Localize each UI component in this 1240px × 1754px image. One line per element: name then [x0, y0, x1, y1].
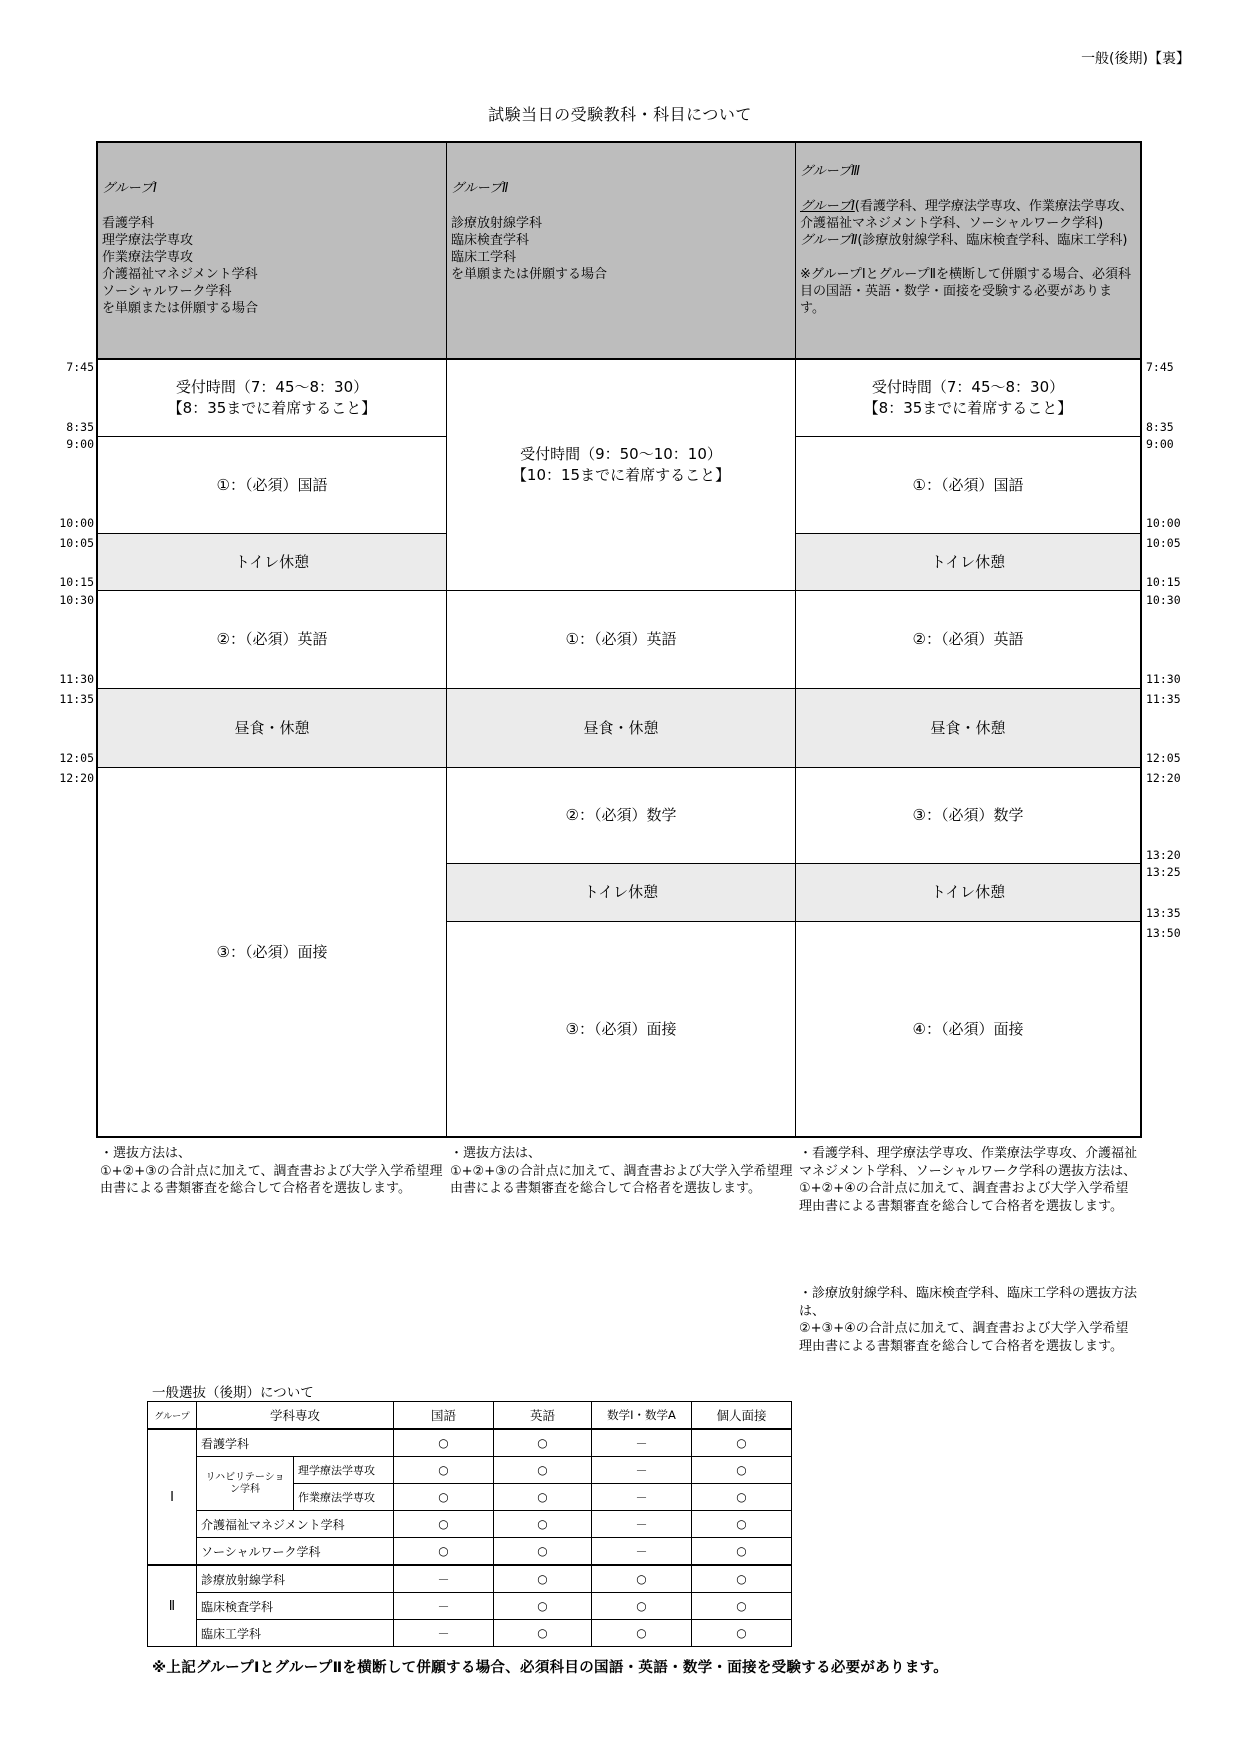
mark-cell: ○: [692, 1484, 792, 1511]
mark-cell: ○: [592, 1593, 692, 1620]
g2-break-cell: [447, 864, 795, 921]
summary-caption: 一般選抜（後期）について: [152, 1385, 314, 1401]
mark-cell: －: [394, 1565, 494, 1593]
page-title: 試験当日の受験教科・科目について: [488, 105, 752, 124]
g2-subject1: ①：（必須）英語: [565, 630, 677, 648]
table-row: [148, 1593, 792, 1620]
time-label: 11:30: [59, 672, 94, 686]
summary-header-row: [148, 1402, 792, 1430]
dept-name: ソーシャルワーク学科: [197, 1538, 394, 1566]
table-row: [148, 1538, 792, 1566]
time-label: 13:20: [1146, 848, 1181, 862]
page-corner-label: 一般(後期)【裏】: [1081, 51, 1190, 67]
g1-reception-cell: [98, 360, 446, 436]
mark-cell: ○: [394, 1538, 494, 1566]
g3-subject2-cell: [796, 591, 1140, 688]
group1-description: 看護学科 理学療法学専攻 作業療法学専攻 介護福祉マネジメント学科 ソーシャルワーク学科 を単願または併願する場合: [102, 216, 259, 316]
g3-reception-text: 受付時間（7：45～8：30） 【8：35までに着席すること】: [863, 378, 1073, 417]
g1-selection-note: ・選抜方法は、 ①+②+③の合計点に加えて、調査書および大学入学希望理由書による書類審査を総合して合格者を選抜します。: [100, 1146, 443, 1196]
g1-lunch-cell: [98, 689, 446, 767]
mark-cell: ○: [394, 1484, 494, 1511]
time-label: 12:20: [1146, 771, 1181, 785]
mark-cell: －: [592, 1484, 692, 1511]
time-label: 10:00: [1146, 516, 1181, 530]
g3-break1: トイレ休憩: [930, 552, 1006, 571]
time-label: 10:30: [1146, 593, 1181, 607]
dept-name: 理学療法学専攻: [294, 1457, 394, 1484]
g2-lunch: 昼食・休憩: [583, 718, 659, 737]
mark-cell: ○: [692, 1457, 792, 1484]
g2-subject3-cell: [447, 922, 795, 1136]
mark-cell: －: [394, 1593, 494, 1620]
dept-name: 看護学科: [197, 1429, 394, 1457]
g3-break2: トイレ休憩: [930, 883, 1006, 901]
g2-selection-note: ・選抜方法は、 ①+②+③の合計点に加えて、調査書および大学入学希望理由書による書類審査を総合して合格者を選抜します。: [450, 1146, 793, 1196]
rehab-dept-cell: リハビリテーション学科: [197, 1457, 294, 1511]
mark-cell: ○: [394, 1511, 494, 1538]
g3-selection-note-a: ・看護学科、理学療法学専攻、作業療法学専攻、介護福祉マネジメント学科、ソーシャルワーク学科の選抜方法は、 ①+②+④の合計点に加えて、調査書および大学入学希望理由書による書類審査を総合して合格者を選抜します。: [799, 1146, 1138, 1214]
dept-name: 診療放射線学科: [197, 1565, 394, 1593]
mark-cell: ○: [494, 1511, 592, 1538]
g2-subject3: ③：（必須）面接: [565, 1019, 677, 1038]
mark-cell: －: [592, 1429, 692, 1457]
dept-name: 臨床工学科: [197, 1620, 394, 1647]
mark-cell: ○: [494, 1593, 592, 1620]
header-japanese: 国語: [394, 1402, 494, 1430]
group3-title: グループⅢ: [800, 164, 860, 179]
g3-subject1-cell: [796, 437, 1140, 533]
g3-subject1: ①：（必須）国語: [912, 475, 1024, 494]
exam-timetable: [96, 141, 1142, 1138]
summary-footnote: ※上記グループⅠとグループⅡを横断して併願する場合、必須科目の国語・英語・数学・面接を受験する必要があります。: [152, 1660, 949, 1676]
mark-cell: ○: [494, 1484, 592, 1511]
g3-subject3: ③：（必須）数学: [912, 806, 1024, 824]
header-english: 英語: [494, 1402, 592, 1430]
dept-name: 臨床検査学科: [197, 1593, 394, 1620]
mark-cell: ○: [692, 1620, 792, 1647]
header-interview: 個人面接: [692, 1402, 792, 1430]
dept-name: 介護福祉マネジメント学科: [197, 1511, 394, 1538]
group1-cell: Ⅰ: [148, 1429, 197, 1565]
group3-cross-note: ※グループⅠとグループⅡを横断して併願する場合、必須科目の国語・英語・数学・面接を受験する必要があります。: [800, 267, 1132, 316]
group2-cell: Ⅱ: [148, 1565, 197, 1647]
mark-cell: ○: [394, 1429, 494, 1457]
g2-lunch-cell: [447, 689, 795, 767]
time-label: 9:00: [66, 437, 94, 451]
time-label: 7:45: [1146, 360, 1174, 374]
g1-subject3: ③：（必須）面接: [216, 942, 328, 961]
g2-reception-cell: [447, 360, 795, 590]
time-label: 12:20: [59, 771, 94, 785]
group2-title: グループⅡ: [451, 181, 509, 196]
g1-break: トイレ休憩: [234, 552, 310, 571]
time-label: 8:35: [66, 420, 94, 434]
group3-header: [796, 143, 1140, 358]
mark-cell: ○: [692, 1429, 792, 1457]
g1-subject3-cell: [98, 768, 446, 1136]
time-label: 10:30: [59, 593, 94, 607]
g1-subject2-cell: [98, 591, 446, 688]
time-label: 10:00: [59, 516, 94, 530]
time-label: 11:35: [59, 692, 94, 706]
mark-cell: ○: [494, 1538, 592, 1566]
g3-reception-cell: [796, 360, 1140, 436]
time-label: 13:35: [1146, 906, 1181, 920]
mark-cell: －: [592, 1511, 692, 1538]
g2-reception-text: 受付時間（9：50～10：10） 【10：15までに着席すること】: [511, 445, 731, 484]
group3-ref-group1-text: (看護学科、理学療法学専攻、作業療法学専攻、介護福祉マネジメント学科、ソーシャルワーク学科): [800, 199, 1133, 231]
mark-cell: －: [592, 1457, 692, 1484]
time-label: 12:05: [1146, 751, 1181, 765]
table-row: [148, 1429, 792, 1457]
table-row: [148, 1457, 792, 1484]
mark-cell: ○: [494, 1429, 592, 1457]
header-department: 学科専攻: [197, 1402, 394, 1430]
group3-ref-group1: グループⅠ: [800, 199, 855, 214]
g3-subject2: ②：（必須）英語: [912, 630, 1024, 648]
time-label: 8:35: [1146, 420, 1174, 434]
time-label: 10:05: [59, 536, 94, 550]
mark-cell: ○: [494, 1620, 592, 1647]
g3-subject3-cell: [796, 768, 1140, 863]
time-label: 12:05: [59, 751, 94, 765]
g1-subject2: ②：（必須）英語: [216, 630, 328, 648]
g1-subject1-cell: [98, 437, 446, 533]
mark-cell: －: [592, 1538, 692, 1566]
g2-break: トイレ休憩: [583, 883, 659, 901]
g1-reception-text: 受付時間（7：45～8：30） 【8：35までに着席すること】: [167, 378, 377, 417]
group1-header: [98, 143, 446, 358]
g2-subject2: ②：（必須）数学: [565, 806, 677, 824]
g3-subject4: ④：（必須）面接: [912, 1019, 1024, 1038]
g1-subject1: ①：（必須）国語: [216, 475, 328, 494]
mark-cell: ○: [592, 1620, 692, 1647]
time-label: 10:05: [1146, 536, 1181, 550]
header-math: 数学Ⅰ・数学A: [592, 1402, 692, 1430]
group3-ref-group2: グループⅡ: [800, 233, 858, 248]
time-label: 10:15: [1146, 575, 1181, 589]
dept-name: 作業療法学専攻: [294, 1484, 394, 1511]
g2-subject2-cell: [447, 768, 795, 863]
header-group: グループ: [148, 1402, 197, 1430]
g2-subject1-cell: [447, 591, 795, 688]
mark-cell: ○: [692, 1511, 792, 1538]
group2-header: [447, 143, 795, 358]
time-label: 9:00: [1146, 437, 1174, 451]
time-label: 11:30: [1146, 672, 1181, 686]
group3-ref-group2-text: (診療放射線学科、臨床検査学科、臨床工学科): [857, 233, 1128, 248]
g3-lunch-cell: [796, 689, 1140, 767]
time-label: 7:45: [66, 360, 94, 374]
group1-title: グループⅠ: [102, 181, 157, 196]
g3-break2-cell: [796, 864, 1140, 921]
time-label: 10:15: [59, 575, 94, 589]
g1-lunch: 昼食・休憩: [234, 718, 310, 737]
time-label: 11:35: [1146, 692, 1181, 706]
mark-cell: ○: [494, 1565, 592, 1593]
g3-break1-cell: [796, 534, 1140, 590]
mark-cell: ○: [692, 1593, 792, 1620]
table-row: [148, 1620, 792, 1647]
mark-cell: ○: [692, 1565, 792, 1593]
group2-description: 診療放射線学科 臨床検査学科 臨床工学科 を単願または併願する場合: [451, 216, 608, 282]
mark-cell: ○: [394, 1457, 494, 1484]
table-row: [148, 1511, 792, 1538]
table-row: [148, 1565, 792, 1593]
mark-cell: ○: [494, 1457, 592, 1484]
mark-cell: ○: [692, 1538, 792, 1566]
mark-cell: ○: [592, 1565, 692, 1593]
g3-lunch: 昼食・休憩: [930, 718, 1006, 737]
g3-selection-note-b: ・診療放射線学科、臨床検査学科、臨床工学科の選抜方法は、 ②+③+④の合計点に加えて、調査書および大学入学希望理由書による書類審査を総合して合格者を選抜します。: [799, 1286, 1138, 1354]
g1-break-cell: [98, 534, 446, 590]
summary-table: [147, 1401, 792, 1647]
time-label: 13:50: [1146, 926, 1181, 940]
time-label: 13:25: [1146, 865, 1181, 879]
mark-cell: －: [394, 1620, 494, 1647]
g3-subject4-cell: [796, 922, 1140, 1136]
